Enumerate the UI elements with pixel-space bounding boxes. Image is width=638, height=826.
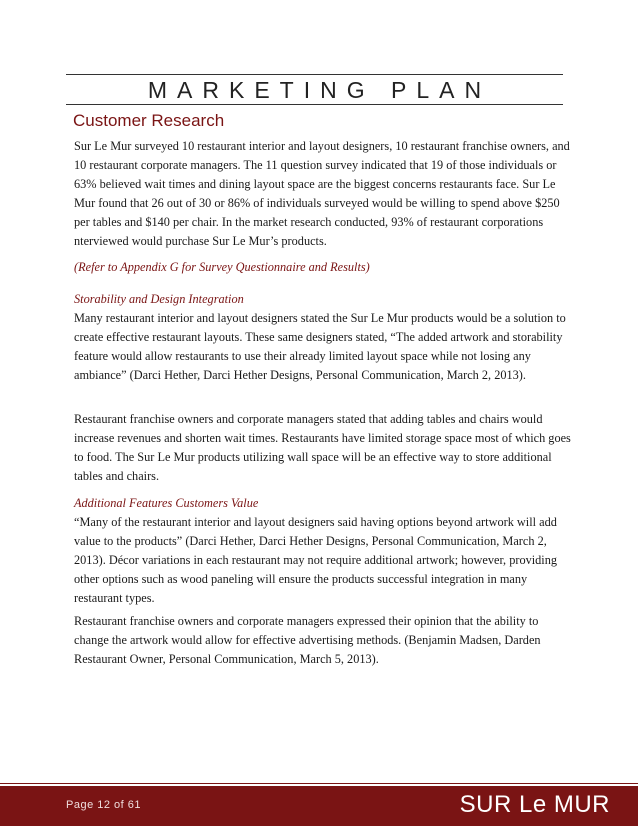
section-storability <box>74 290 572 385</box>
section-additional-features <box>74 494 572 608</box>
page-heading: Customer Research <box>73 111 225 130</box>
page-footer <box>0 786 638 826</box>
appendix-note: (Refer to Appendix G for Survey Questionnaire and Results) <box>74 260 370 274</box>
paragraph-franchise: Restaurant franchise owners and corporate managers stated that adding tables and chairs would increase revenues and shorten wait times. Restaurants have limited storage space most of which goes to food. The Sur Le Mur products utilizing wall space will be an effective way to store additional tables and chairs. <box>74 412 571 483</box>
page-number: Page 12 of 61 <box>66 799 142 811</box>
brand-logo: SUR Le MUR <box>459 791 610 818</box>
paragraph-storability: Many restaurant interior and layout designers stated the Sur Le Mur products would be a solution to create effective restaurant layouts. These same designers stated, “The added artwork and storability feature would allow restaurants to use their already limited layout space while not losing any ambiance” (Darci Hether, Darci Hether Designs, Personal Communication, March 2, 2013). <box>74 311 566 382</box>
section-title: MARKETING PLAN <box>147 77 492 103</box>
paragraph-additional-features: “Many of the restaurant interior and layout designers said having options beyond artwork will add value to the products” (Darci Hether, Darci Hether Designs, Personal Communication, March 2, 2013). Décor variations in each restaurant may not require additional artwork; however, providing other options such as wood paneling will ensure the products successful integration in many restaurant types. <box>74 515 558 605</box>
title-top-rule <box>66 74 563 75</box>
subheading-additional-features: Additional Features Customers Value <box>74 496 259 510</box>
subheading-storability: Storability and Design Integration <box>74 292 244 306</box>
footer-rule <box>0 783 638 784</box>
paragraph-advertising: Restaurant franchise owners and corporate managers expressed their opinion that the ability to change the artwork would allow for effective advertising methods. (Benjamin Madsen, Darden Restaurant Owner, Personal Communication, March 5, 2013). <box>74 614 541 666</box>
title-bottom-rule <box>66 104 563 105</box>
paragraph-survey: Sur Le Mur surveyed 10 restaurant interior and layout designers, 10 restaurant franchise owners, and 10 restaurant corporate managers. The 11 question survey indicated that 19 of those individuals or 63% believed wait times and dining layout space are the biggest concerns restaurants face. Sur Le Mur found that 26 out of 30 or 86% of individuals surveyed would be willing to spend above $250 per tables and $140 per chair. In the market research conducted, 93% of restaurant corporations nterviewed would purchase Sur Le Mur’s products. <box>74 139 570 248</box>
